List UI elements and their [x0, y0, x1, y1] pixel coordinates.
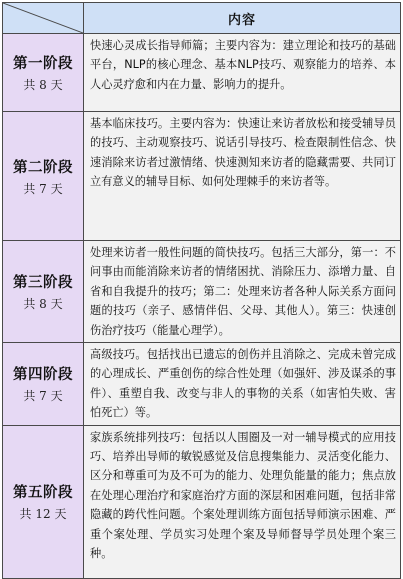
- stage-content: 基本临床技巧。主要内容为：快速让来访者放松和接受辅导员的技巧、主动观察技巧、说话引导技巧、检查限制性信念、快速消除来访者过激情绪、快速测知来访者的隐藏需要、共同订立有意义的辅导目标、如何处理棘手的来访者等。: [84, 112, 401, 241]
- stage-days: 共 8 天: [23, 78, 63, 92]
- stage-days: 共 8 天: [23, 297, 63, 312]
- table-row: [3, 425, 401, 578]
- stage-cell: [3, 241, 84, 343]
- table-row: [3, 34, 401, 112]
- content-column-header: 内容: [84, 3, 401, 34]
- diagonal-divider: [3, 3, 83, 33]
- stage-cell: [3, 112, 84, 241]
- stage-name: 第五阶段: [13, 484, 73, 502]
- stage-content: 家族系统排列技巧：包括以人围圈及一对一辅导模式的应用技巧、培养出导师的敏锐感觉及信息搜集能力、灵活变化能力、区分和尊重可为及不可为的能力、处理负能量的能力；焦点放在处理心理治疗和家庭治疗方面的深层和困难问题，包括非常隐藏的跨代性问题。个案处理训练方面包括导师演示困难、严重个案处理、学员实习处理个案及导师督导学员处理个案三种。: [84, 425, 401, 578]
- table-row: [3, 343, 401, 426]
- stage-days: 共 7 天: [23, 389, 63, 404]
- stage-name: 第四阶段: [13, 366, 73, 384]
- stage-cell: [3, 425, 84, 578]
- stage-cell: [3, 343, 84, 426]
- course-stages-table: [2, 2, 401, 579]
- table-header-row: [3, 3, 401, 34]
- stage-name: 第三阶段: [13, 274, 73, 292]
- stage-days: 共 12 天: [19, 507, 67, 522]
- stage-days: 共 7 天: [23, 181, 63, 196]
- stage-name: 第二阶段: [13, 158, 73, 176]
- table-row: [3, 112, 401, 241]
- stage-content: 高级技巧。包括找出已遗忘的创伤并且消除之、完成未曾完成的心理成长、严重创伤的综合性处理（如强奸、涉及谋杀的事件）、重塑自我、改变与非人的事物的关系（如害怕失败、害怕死亡）等。: [84, 343, 401, 426]
- header-corner-cell: [3, 3, 84, 34]
- stage-content: 处理来访者一般性问题的简快技巧。包括三大部分，第一：不问事由而能消除来访者的情绪困扰、消除压力、添增力量、自省和自我提升的技巧；第二：处理来访者各种人际关系方面问题的技巧（亲子、感情伴侣、父母、其他人）。第三：快速创伤治疗技巧（能量心理学）。: [84, 241, 401, 343]
- table-row: [3, 241, 401, 343]
- stage-name: 第一阶段: [13, 55, 73, 72]
- stage-cell: [3, 34, 84, 112]
- stage-content: 快速心灵成长指导师篇；主要内容为：建立理论和技巧的基础平台，NLP的核心理念、基本NLP技巧、观察能力的培养、本人心灵疗愈和内在力量、影响力的提升。: [84, 34, 401, 112]
